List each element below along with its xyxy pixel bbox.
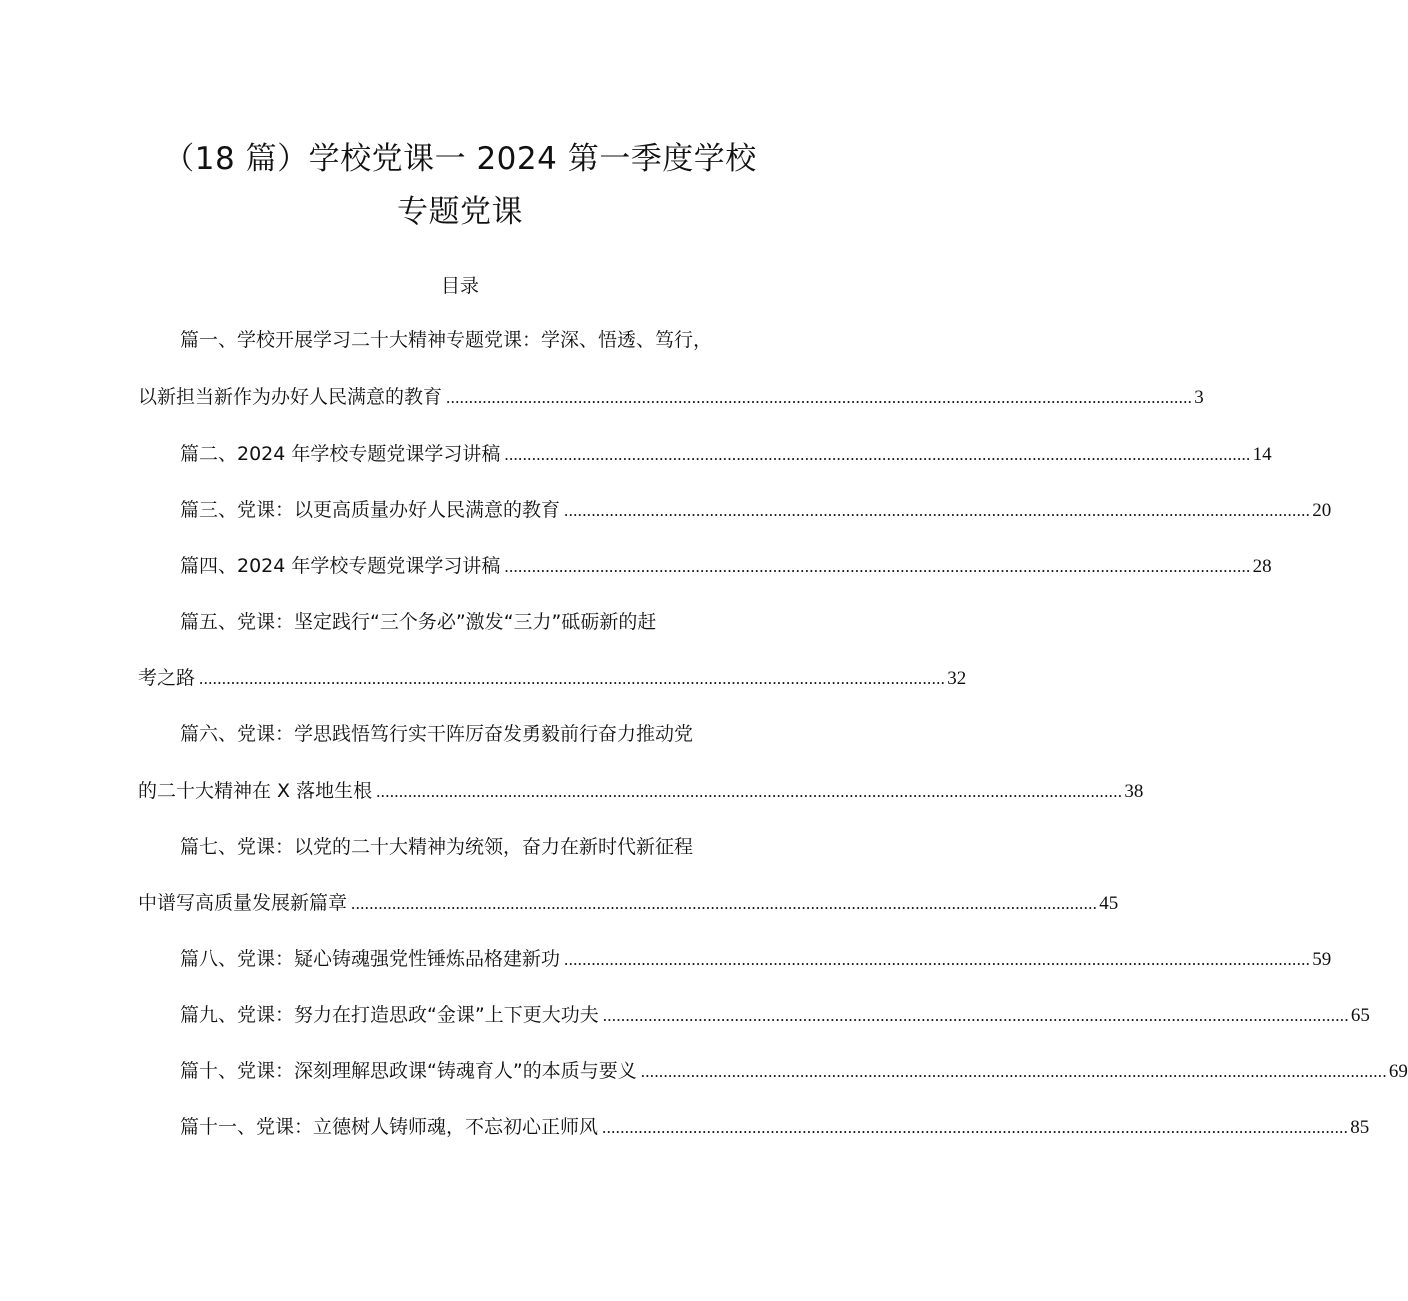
toc-entry-text: 篇十、党课：深刻理解思政课“铸魂育人”的本质与要义 (180, 1060, 637, 1082)
toc-entry-text: 篇五、党课：坚定践行“三个务必”激发“三力”砥砺新的赶 (180, 611, 657, 633)
toc-entry-6-line-2[interactable] (138, 776, 1144, 806)
toc-entry-7-line-2[interactable] (138, 888, 1119, 918)
toc-entry-1-line-1[interactable] (180, 325, 760, 355)
toc-page-number: 65 (1350, 1005, 1370, 1026)
toc-entry-10[interactable] (180, 1056, 1408, 1086)
toc-entry-text: 篇二、2024 年学校专题党课学习讲稿 (180, 443, 501, 465)
toc-leader-dots: .................................................................................................................................................................... (199, 669, 946, 688)
toc-entry-text: 以新担当新作为办好人民满意的教育 (138, 386, 443, 408)
toc-entry-4[interactable] (180, 551, 1272, 581)
toc-leader-dots: .................................................................................................................................................................... (564, 501, 1311, 520)
toc-entry-3[interactable] (180, 495, 1332, 525)
toc-entry-1-line-2[interactable] (138, 382, 1204, 412)
toc-page-number: 45 (1099, 893, 1119, 914)
toc-entry-text: 篇七、党课：以党的二十大精神为统领，奋力在新时代新征程 (180, 836, 694, 858)
toc-leader-dots: .................................................................................................................................................................... (564, 950, 1311, 969)
toc-entry-7-line-1[interactable] (180, 832, 760, 862)
toc-leader-dots: .................................................................................................................................................................... (602, 1118, 1349, 1137)
toc-entry-9[interactable] (180, 1000, 1370, 1030)
toc-leader-dots: .................................................................................................................................................................... (446, 388, 1193, 407)
toc-entry-text: 篇十一、党课：立德树人铸师魂，不忘初心正师风 (180, 1116, 599, 1138)
toc-page-number: 38 (1124, 781, 1144, 802)
toc-page-number: 14 (1252, 444, 1272, 465)
toc-entry-text: 篇四、2024 年学校专题党课学习讲稿 (180, 555, 501, 577)
toc-page-number: 85 (1350, 1117, 1370, 1138)
toc-entry-11[interactable] (180, 1112, 1370, 1142)
toc-page-number: 3 (1194, 387, 1204, 408)
document-title-line-2: 专题党课 (397, 194, 523, 230)
toc-entry-text: 篇三、党课：以更高质量办好人民满意的教育 (180, 499, 561, 521)
toc-entry-text: 中谱写高质量发展新篇章 (138, 892, 348, 914)
toc-entry-5-line-2[interactable] (138, 663, 967, 693)
toc-entry-2[interactable] (180, 439, 1272, 469)
toc-leader-dots: .................................................................................................................................................................... (602, 1006, 1349, 1025)
toc-entry-5-line-1[interactable] (180, 607, 760, 637)
toc-leader-dots: .................................................................................................................................................................... (504, 557, 1251, 576)
document-title-line-1: （18 篇）学校党课一 2024 第一季度学校 (163, 141, 757, 177)
toc-entry-8[interactable] (180, 944, 1332, 974)
toc-page-number: 32 (947, 668, 967, 689)
toc-leader-dots: .................................................................................................................................................................... (504, 445, 1251, 464)
toc-page-number: 20 (1312, 500, 1332, 521)
toc-leader-dots: .................................................................................................................................................................... (376, 782, 1123, 801)
toc-entry-text: 篇六、党课：学思践悟笃行实干阵厉奋发勇毅前行奋力推动党 (180, 723, 694, 745)
toc-leader-dots: .................................................................................................................................................................... (351, 894, 1098, 913)
toc-heading: 目录 (440, 275, 479, 297)
toc-page-number: 69 (1388, 1061, 1408, 1082)
toc-page-number: 28 (1252, 556, 1272, 577)
toc-entry-text: 篇九、党课：努力在打造思政“金课”上下更大功夫 (180, 1004, 599, 1026)
toc-page-number: 59 (1312, 949, 1332, 970)
toc-entry-text: 篇一、学校开展学习二十大精神专题党课：学深、悟透、笃行， (180, 329, 713, 351)
toc-entry-text: 的二十大精神在 X 落地生根 (138, 780, 373, 802)
toc-entry-6-line-1[interactable] (180, 719, 760, 749)
toc-entry-text: 考之路 (138, 667, 196, 689)
toc-entry-text: 篇八、党课：疑心铸魂强党性锤炼品格建新功 (180, 948, 561, 970)
toc-leader-dots: .................................................................................................................................................................... (640, 1062, 1387, 1081)
